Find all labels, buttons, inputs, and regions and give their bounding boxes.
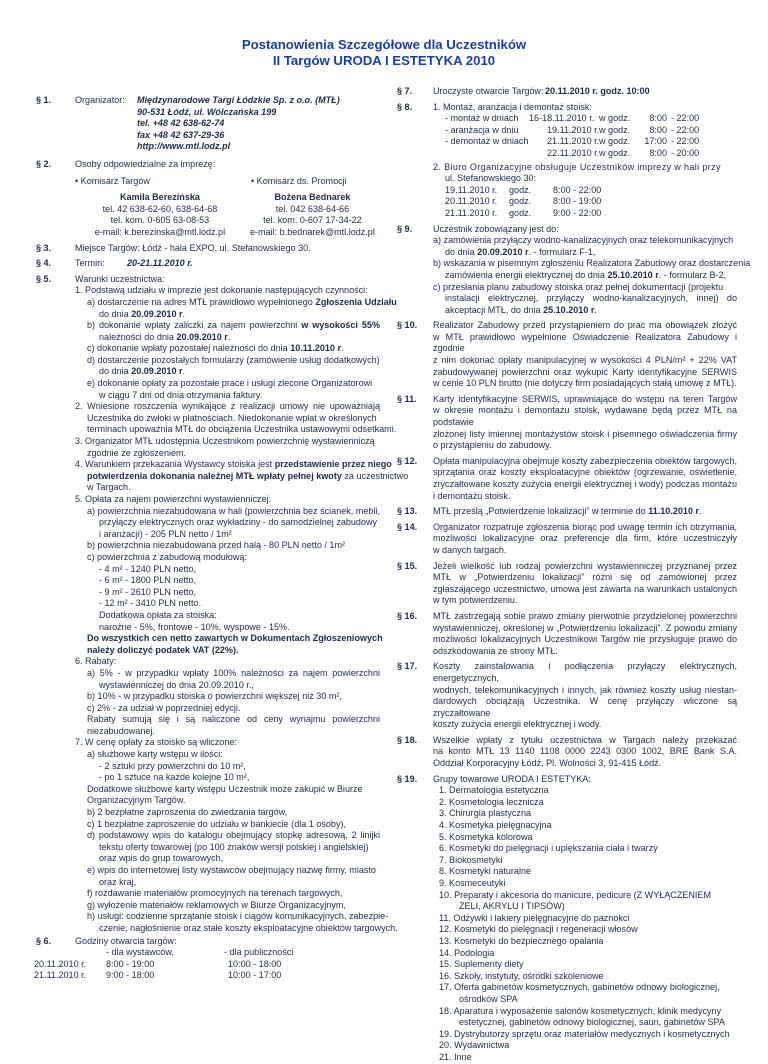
opening-hours-heading: Godziny otwarcia targów:	[75, 935, 177, 946]
office-date: 21.11.2010 r.	[445, 207, 498, 218]
schedule-hours-label: w godz.	[599, 124, 631, 135]
section-number: § 17.	[397, 661, 418, 672]
commissioner-email: e-mail: k.berezinska@mtl.lodz.pl	[94, 226, 226, 237]
organizer-name: Międzynarodowe Targi Łódzkie Sp. z o.o. (MTŁ)	[137, 95, 340, 105]
condition-line: b) dokonanie wpłaty zaliczki za najem powierzchni w wysokości 55%	[87, 320, 381, 331]
schedule-to: - 22:00	[671, 113, 700, 124]
condition-line: 1. Podstawą udziału w imprezie jest dokonanie następujących czynności:	[75, 285, 368, 296]
paragraph-line: Koszty zainstalowania i podłączenia przyłączy elektrycznych, energetycznych,	[433, 661, 737, 683]
paragraph-line: zryczałtowane koszty zużycia energii elektrycznej i wody) podczas montażu	[433, 479, 737, 489]
paragraph-line: Realizator Zabudowy przed przystąpieniem do prac ma obowiązek złożyć	[433, 320, 737, 331]
section-4	[36, 258, 380, 270]
paragraph-line: zgłaszającego uczestnictwo, umowa jest zawarta na warunkach ustalonych	[433, 583, 737, 594]
hours-exhibitors: 8:00 - 19:00	[106, 958, 155, 969]
condition-line: Do wszystkich cen netto zawartych w Dokumentach Zgłoszeniowych	[87, 633, 383, 644]
section-14	[397, 522, 737, 557]
product-group-item: 10. Preparaty i akcesoria do manicure, pedicure (Z WYŁĄCZENIEM	[439, 889, 712, 900]
product-group-item: 20. Wydawnictwa	[439, 1040, 510, 1051]
section-number: § 8.	[397, 101, 413, 112]
condition-line: Dodatkowa opłata za stoiska:	[99, 609, 217, 620]
public-col: - dla publiczności	[224, 947, 294, 958]
condition-line: w ciągu 7 dni od dnia otrzymania faktury.	[99, 389, 263, 400]
product-group-item: 4. Kosmetyka pielęgnacyjna	[439, 820, 552, 831]
office-hours-range: 8:00 - 19:00	[553, 196, 602, 207]
section-number: § 6.	[36, 935, 52, 946]
schedule-to: - 22:00	[671, 136, 700, 147]
section-number: § 14.	[397, 521, 418, 532]
organizer-website: http://www.mtl.lodz.pl	[137, 141, 231, 152]
condition-line: tekstu oferty towarowej (po 100 znaków wersji polskiej i angielskiej)	[99, 841, 369, 852]
section-9	[397, 223, 751, 317]
section-number: § 1.	[36, 95, 52, 105]
paragraph-line: MTŁ zastrzegają sobie prawo zmiany pierwotnie przydzielonej powierzchni	[433, 610, 737, 621]
promo-commissioner-name: Bożena Bednarek	[274, 192, 351, 203]
right-column	[397, 86, 751, 1064]
opening-ceremony-label: Uroczyste otwarcie Targów:	[433, 86, 544, 96]
schedule-hours-label: w godz.	[599, 113, 631, 124]
condition-line: potwierdzenia dokonania należnej MTŁ wpłaty pełnej kwoty za uczestnictwo	[87, 470, 409, 481]
condition-line: c) 1 bezpłatne zaproszenie do udziału w bankiecie (dla 1 osoby),	[87, 818, 346, 829]
condition-line: b) 2 bezpłatne zaproszenia do zwiedzania targów,	[87, 807, 288, 818]
condition-line: - 9 m² - 2610 PLN netto,	[99, 586, 197, 597]
condition-line: czenie, nagłośnienie oraz stałe koszty eksploatacyjne obiektów targowych.	[99, 922, 398, 933]
condition-line: c) powierzchnia z zabudową modułową:	[87, 551, 247, 562]
condition-line: - 6 m² - 1800 PLN netto,	[99, 575, 197, 586]
product-group-item: 12. Kosmetyki do pielęgnacji i regeneracji włosów	[439, 924, 638, 935]
condition-line: Dodatkowe służbowe karty wstępu Uczestnik może zakupić w Biurze	[87, 783, 363, 794]
product-group-item: 21. Inne	[439, 1051, 472, 1062]
condition-line: b) powierzchnia niezabudowana przed halą - 80 PLN netto / 1m²	[87, 540, 345, 551]
product-group-item: 11. Odżywki i lakiery pielęgnacyjne do paznokci	[439, 912, 630, 923]
section-number: § 4.	[36, 258, 52, 269]
schedule-to: - 20:00	[671, 147, 700, 158]
condition-line: oraz kraj,	[99, 876, 137, 887]
product-group-item: ośrodków SPA	[459, 993, 518, 1004]
condition-line: oraz wpis do grup towarowych,	[99, 853, 224, 864]
paragraph-line: Opłata manipulacyjna obejmuje koszty zabezpieczenia obiektów targowych,	[433, 455, 737, 466]
product-group-item: estetycznej, gabinetów odnowy biologicznej, saun, gabinetów SPA	[459, 1017, 725, 1028]
paragraph-line: na konto MTŁ 13 1140 1108 0000 2243 0300 1002, BRE Bank S.A.	[433, 746, 737, 757]
paragraph-line: w danych targach.	[433, 544, 507, 555]
office-text: 2. Biuro Organizacyjne obsługuje Uczestników imprezy w hali przy	[433, 161, 721, 172]
schedule-label: - demontaż w dniach	[445, 136, 529, 147]
schedule-date: 19.11.2010 r.	[547, 124, 600, 135]
section-16	[397, 611, 737, 657]
product-groups-list	[433, 785, 737, 1063]
assembly-schedule	[433, 113, 737, 159]
paragraph-line: w cenie 10 PLN brutto (nie dotyczy firm posiadających stałą umowę z MTŁ).	[433, 378, 737, 389]
section-3	[36, 243, 380, 255]
condition-line: a) 5% - w przypadku wpłaty 100% należności za najem powierzchni	[87, 667, 380, 678]
condition-line: narożne - 5%, frontowe - 10%, wyspowe - 15%.	[99, 621, 290, 632]
condition-line: w Targach.	[87, 482, 131, 493]
document-subtitle: II Targów URODA I ESTETYKA 2010	[272, 53, 496, 68]
product-group-item: 1. Dermatologia estetyczna	[439, 785, 549, 796]
condition-line: 4. Warunkiem przekazania Wystawcy stoiska jest przedstawienie przez niego	[75, 459, 392, 470]
product-group-item: 14. Podologia	[439, 947, 495, 958]
condition-line: 6. Rabaty:	[75, 656, 117, 667]
product-group-item: 5. Kosmetyka kolorowa	[439, 831, 533, 842]
section-number: § 13.	[397, 506, 418, 517]
office-hours-label: godz.	[509, 184, 532, 195]
section-number: § 10.	[397, 320, 418, 331]
section-17	[397, 661, 737, 731]
section-10	[397, 320, 737, 390]
product-group-item: 8. Kosmetyki naturalne	[439, 866, 532, 877]
promo-commissioner-phone: tel. 042 638-64-66	[275, 203, 350, 214]
condition-line: d) dostarczenie pozostałych formularzy (zamówienie usług dodatkowych)	[87, 354, 380, 365]
paragraph-line: możliwości lokalizacyjne oraz preferencje dla firm, które uczestniczyły	[433, 533, 737, 544]
condition-line: a) służbowe karty wstępu w ilości:	[87, 749, 223, 760]
hours-public: 10:00 - 17:00	[228, 970, 282, 981]
condition-line: g) wyłożenie materiałów reklamowych w Biurze Organizacyjnym,	[87, 899, 346, 910]
product-group-item: 2. Kosmetologia lecznicza	[439, 796, 544, 807]
condition-line: - 2 sztuki przy powierzchni do 10 m²,	[99, 760, 246, 771]
office-hours-label: godz.	[509, 207, 532, 218]
obligation-line: b) wskazania w pisemnym zgłoszeniu Realizatora Zabudowy oraz dostarczenia	[433, 258, 751, 269]
condition-line: do dnia 20.09.2010 r.	[99, 366, 186, 377]
schedule-date: 16-18.11.2010 r.	[529, 113, 595, 124]
schedule-label	[445, 148, 529, 160]
schedule-hours-label: w godz.	[599, 147, 631, 158]
section-number: § 5.	[36, 273, 52, 284]
paragraph-line: odszkodowania ze strony MTŁ.	[433, 645, 558, 656]
paragraph-line: Karty identyfikacyjne SERWIS, uprawniające do wstępu na teren Targów	[433, 393, 737, 404]
office-hours-range: 9:00 - 22:00	[553, 207, 602, 218]
condition-line: h) usługi: codzienne sprzątanie stoisk i ciągów komunikacyjnych, zabezpie-	[87, 911, 389, 922]
paragraph-line: Jeżeli wielkość lub rodzaj powierzchni wystawienniczej przyznanej przez	[433, 560, 737, 571]
condition-line: - 4 m² - 1240 PLN netto,	[99, 563, 197, 574]
condition-line: Uczestnika do zwłoki w płatnościach. Niedokonanie wpłat w określonych	[87, 412, 377, 423]
condition-line: i aranżacji) - 205 PLN netto / 1m²	[99, 528, 232, 539]
commissioner-name: Kamila Berezińska	[119, 192, 200, 203]
condition-line: b) 10% - w przypadku stoiska o powierzchni większej niż 30 m²,	[87, 691, 342, 702]
schedule-from: 8:00	[649, 147, 667, 158]
section-18	[397, 735, 737, 770]
section-12	[397, 456, 737, 502]
paragraph-line: zabudowywanej powierzchni oraz wykupić Karty identyfikacyjne SERWIS	[433, 366, 737, 377]
paragraph-line: wodnych, telekomunikacyjnych i innych, jak również koszty usług niestan-	[433, 684, 737, 695]
condition-line: 2. Wniesione roszczenia wynikające z realizacji umowy nie upoważniają	[75, 401, 380, 412]
office-hours	[433, 185, 737, 220]
section-2	[36, 159, 380, 239]
schedule-from: 8:00	[649, 124, 667, 135]
condition-line: c) 2% - za udział w poprzedniej edycji.	[87, 702, 241, 713]
section-number: § 18.	[397, 734, 418, 745]
organizer-fax: fax +48 42 637-29-36	[137, 129, 225, 140]
obligations-list	[433, 223, 751, 317]
schedule-from: 17:00	[644, 136, 667, 147]
schedule-label: - aranżacja w dniu	[445, 124, 519, 135]
paragraph-line: sprzątania oraz koszty eksploatacyjne obiektów (ogrzewanie, oświetlenie,	[433, 467, 737, 478]
office-address: ul. Stefanowskiego 30:	[445, 173, 537, 184]
section-6	[36, 936, 380, 948]
product-group-item: 15. Suplementy diety	[439, 959, 524, 970]
product-groups-heading: Grupy towarowe URODA I ESTETYKA:	[433, 773, 591, 784]
hours-exhibitors: 9:00 - 18:00	[106, 970, 155, 981]
office-hours-label: godz.	[509, 196, 532, 207]
schedule-to: - 22:00	[671, 124, 700, 135]
obligation-line: zamówienia energii elektrycznej do dnia 25.10.2010 r. - formularz B-2,	[445, 269, 727, 280]
condition-line: a) powierzchnia niezabudowana w hali (powierzchnia bez ścianek, mebli,	[87, 505, 380, 516]
office-date: 19.11.2010 r.	[445, 184, 498, 195]
exhibitors-col: - dla wystawców,	[106, 947, 174, 958]
product-group-item: 7. Biokosmetyki	[439, 854, 503, 865]
condition-line: przyłączy elektrycznych oraz wykładziny - do samodzielnej zabudowy	[99, 517, 378, 528]
confirmation-text: MTŁ prześlą „Potwierdzenie lokalizacji” w terminie do 11.10.2010 r.	[433, 506, 702, 517]
condition-line: a) dostarczenie na adres MTŁ prawidłowo wypełnionego Zgłoszenia Udziału	[87, 296, 397, 307]
section-7	[397, 86, 737, 98]
condition-line: Rabaty sumują się i są naliczone od ceny wynajmu powierzchni	[87, 714, 380, 725]
condition-line: wystawienniczej do dnia 20.09.2010 r.,	[99, 679, 254, 690]
commissioner-mobile: tel. kom. 0-605 63-08-53	[110, 215, 210, 226]
paragraph-line: o przystąpieniu do zabudowy.	[433, 440, 552, 451]
schedule-date: 22.11.2010 r.	[547, 147, 600, 158]
condition-line: - 12 m² - 3410 PLN netto.	[99, 598, 202, 609]
promo-commissioner-email: e-mail: b.bednarek@mtl.lodz.pl	[250, 226, 375, 237]
responsible-label: Osoby odpowiedzialne za imprezę:	[75, 158, 216, 169]
hours-public: 10:00 - 18:00	[228, 958, 282, 969]
condition-line: terminach upoważnia MTŁ do obciążenia Uczestnika ustawowymi odsetkami.	[87, 424, 397, 435]
document-title: Postanowienia Szczegółowe dla Uczestników	[241, 37, 527, 52]
section-13	[397, 506, 737, 518]
product-group-item: 6. Kosmetyki do pielęgnacji i upiększania ciała i twarzy	[439, 843, 658, 854]
paragraph-line: Wszelkie wpłaty z tytułu uczestnictwa w Targach należy przekazać	[433, 734, 737, 745]
paragraph-line: w okresie montażu i demontażu stoisk, wydawane będą przez MTŁ na podstawie	[433, 405, 737, 428]
obligation-line: a) zamówienia przyłączy wodno-kanalizacyjnych oraz telekomunikacyjnych	[433, 235, 734, 246]
hours-date: 20.11.2010 r.	[34, 958, 87, 969]
condition-line: 5. Opłata za najem powierzchni wystawienniczej:	[75, 494, 272, 504]
condition-line: 3. Organizator MTŁ udostępnia Uczestnikom powierzchnię wystawienniczą	[75, 436, 375, 447]
section-19	[397, 774, 737, 1064]
commissioner-phone: tel. 42 638-62-60, 638-64-68	[102, 203, 218, 214]
condition-line: c) dokonanie wpłaty pozostałej należności do dnia 10.11.2010 r.	[87, 343, 344, 354]
product-group-item: 19. Dystrybutorzy sprzętu oraz materiałów medycznych i kosmetycznych	[439, 1028, 730, 1039]
opening-ceremony-value: 20.11.2010 r. godz. 10:00	[545, 86, 650, 96]
section-number: § 3.	[36, 242, 52, 253]
section-number: § 7.	[397, 86, 413, 96]
paragraph-line: w tym potwierdzeniu.	[433, 595, 518, 606]
paragraph-line: możliwości lokalizacyjnych Uczestnikowi Targów nie przysługuje prawo do	[433, 634, 737, 645]
assembly-heading: 1. Montaż, aranżacja i demontaż stoisk:	[433, 101, 592, 112]
product-group-item: 9. Kosmeceutyki	[439, 878, 506, 888]
schedule-from: 8:00	[649, 113, 667, 124]
paragraph-line: dardowych obciążają Uczestnika. W cenę przyłączy wliczone są zryczałtowane	[433, 696, 737, 718]
promo-commissioner-mobile: tel. kom. 0-607 17-34-22	[263, 215, 362, 226]
condition-line: 7. W cenę opłaty za stoisko są wliczone:	[75, 737, 237, 748]
paragraph-line: złożonej listy imiennej montażystów stoisk i pisemnego oświadczenia firmy	[433, 428, 737, 439]
obligation-line: akceptacji MTŁ, do dnia 25.10.2010 r.	[445, 304, 597, 315]
organizer-phone: tel. +48 42 638-62-74	[137, 118, 225, 129]
obligation-line: Uczestnik zobowiązany jest do:	[433, 223, 559, 234]
condition-line: należności do dnia 20.09.2010 r.	[99, 331, 231, 342]
product-group-item: 13. Kosmetyki do bezpiecznego opalania	[439, 935, 604, 946]
paragraph-line: i demontażu stoisk.	[433, 490, 511, 501]
conditions-heading: Warunki uczestnictwa:	[75, 273, 165, 284]
condition-line: do dnia 20.09.2010 r.	[99, 308, 186, 319]
section-number: § 19.	[397, 773, 418, 784]
section-8	[397, 102, 737, 220]
section-number: § 9.	[397, 223, 413, 234]
hours-date: 21.11.2010 r.	[34, 970, 87, 981]
condition-line: zgodnie ze zgłoszeniem.	[87, 447, 187, 458]
section-15	[397, 561, 737, 607]
term-label: Termin:	[75, 258, 105, 269]
office-hours-range: 8:00 - 22:00	[553, 184, 602, 195]
section-number: § 2.	[36, 158, 52, 169]
paragraph-line: MTŁ w „Potwierdzeniu lokalizacji” różni się od zamówionej przez	[433, 572, 737, 583]
paragraph-line: Oddział Korporacyjny Łódź, Pl. Wolności 3, 91-415 Łódź.	[433, 758, 662, 769]
schedule-date: 21.11.2010 r.	[547, 136, 600, 147]
term-value: 20-21.11.2010 r.	[127, 258, 193, 269]
section-number: § 11.	[397, 393, 417, 404]
section-number: § 12.	[397, 455, 418, 466]
condition-line: niezabudowanej.	[87, 725, 155, 736]
condition-line: Organizacyjnym Targów.	[87, 795, 186, 806]
condition-line: d) podstawowy wpis do katalogu obejmujący stopkę adresową, 2 linijki	[87, 830, 380, 841]
promo-commissioner-heading: • Komisarz ds. Promocji	[251, 175, 347, 186]
product-group-item: 18. Aparatura i wyposażenie salonów kosmetycznych, klinik medycyny	[439, 1005, 722, 1016]
opening-hours-table	[34, 947, 378, 982]
organizer-label: Organizator:	[75, 95, 125, 105]
paragraph-line: wystawienniczej, określonej w „Potwierdzeniu lokalizacji”. Z powodu zmiany	[433, 622, 737, 633]
schedule-label: - montaż w dniach	[445, 113, 519, 124]
product-group-item: 17. Oferta gabinetów kosmetycznych, gabinetów odnowy biologicznej,	[439, 982, 720, 993]
product-group-item: ŻELI, AKRYLU I TIPSÓW)	[459, 901, 565, 912]
product-group-item: 3. Chirurgia plastyczna	[439, 808, 532, 819]
office-date: 20.11.2010 r.	[445, 196, 498, 207]
obligation-line: do dnia 20.09.2010 r. - formularz F-1,	[445, 246, 596, 257]
condition-line: należy doliczyć podatek VAT (22%).	[87, 644, 239, 655]
obligation-line: instalacji elektrycznej, przyłączy wodno-kanalizacyjnych, innej) do	[445, 293, 737, 304]
organizer-address: 90-531 Łódź, ul. Wólczańska 199	[137, 106, 277, 117]
section-number: § 16.	[397, 610, 418, 621]
venue-text: Miejsce Targów: Łódź - hala EXPO, ul. Stefanowskiego 30.	[75, 242, 311, 253]
paragraph-line: w MTŁ prawidłowo wypełnione Oświadczenie Realizatora Zabudowy i zgodnie	[433, 331, 737, 354]
condition-line: f) rozdawanie materiałów promocyjnych na terenach targowych,	[87, 888, 343, 899]
commissioner-heading: • Komisarz Targów	[75, 175, 150, 186]
condition-line: e) wpis do internetowej listy wystawców obejmujący nazwę firmy, miasto	[87, 865, 376, 875]
paragraph-line: Organizator rozpatruje zgłoszenia biorąc pod uwagę termin ich otrzymania,	[433, 521, 737, 532]
section-number: § 15.	[397, 560, 418, 571]
schedule-hours-label: w godz.	[599, 136, 631, 147]
paragraph-line: koszty zużycia energii elektrycznej i wody.	[433, 719, 602, 730]
condition-line: - po 1 sztuce na każde kolejne 10 m²,	[99, 772, 250, 783]
condition-line: e) dokonanie opłaty za pozostałe prace i usługi zlecone Organizatorowi	[87, 378, 373, 389]
paragraph-line: z nim dokonać opłaty manipulacyjnej w wysokości 4 PLN/m² + 22% VAT	[433, 355, 737, 366]
obligation-line: c) przesłania planu zabudowy stoiska oraz pełnej dokumentacji (projektu	[433, 281, 724, 292]
section-1	[36, 95, 380, 153]
section-11	[397, 394, 737, 452]
product-group-item: 16. Szkoły, instytuty, ośrodki szkoleniowe	[439, 970, 604, 981]
